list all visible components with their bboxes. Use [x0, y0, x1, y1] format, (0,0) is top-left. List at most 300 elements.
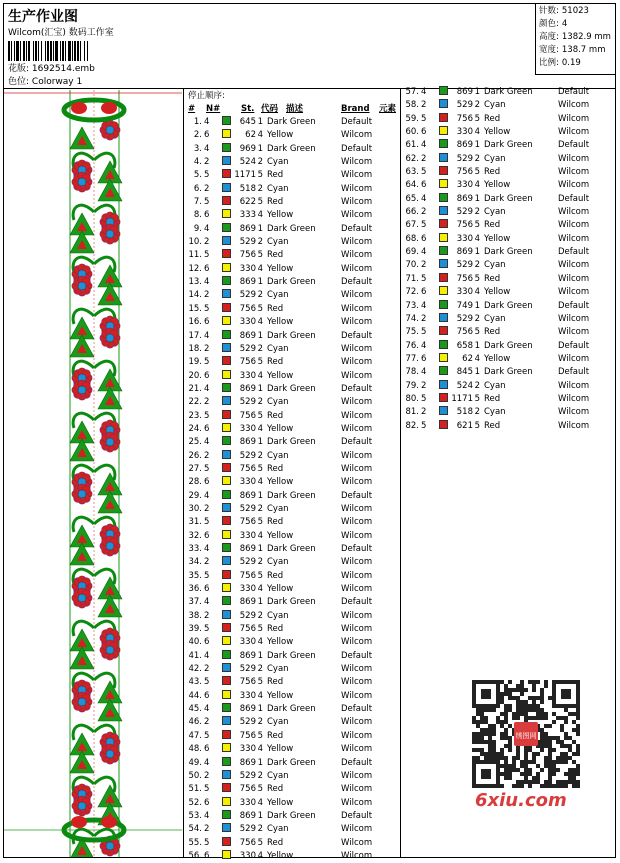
- table-cell: 5: [421, 113, 427, 124]
- table-cell: Red: [267, 303, 284, 314]
- color-swatch: [222, 837, 231, 846]
- table-cell: Default: [558, 367, 590, 378]
- table-cell: Cyan: [267, 770, 289, 781]
- table-cell: 869: [239, 810, 256, 821]
- table-cell: Yellow: [484, 233, 511, 244]
- table-cell: Wilcom: [341, 664, 373, 675]
- table-cell: 756: [456, 167, 473, 178]
- table-cell: Wilcom: [341, 397, 373, 408]
- column-header: #: [188, 104, 196, 114]
- table-cell: 1: [257, 544, 263, 554]
- table-cell: 1: [474, 87, 480, 97]
- table-row: [186, 436, 400, 449]
- table-cell: 8.: [193, 210, 202, 221]
- table-cell: 73.: [405, 300, 419, 311]
- table-row: [186, 116, 400, 129]
- table-cell: Wilcom: [558, 233, 590, 244]
- stat-label: 高度:: [539, 32, 559, 42]
- table-cell: Default: [341, 490, 373, 501]
- table-cell: 5: [204, 837, 210, 848]
- table-row: [186, 530, 400, 543]
- flower-motif: [100, 328, 120, 348]
- table-cell: Wilcom: [558, 207, 590, 218]
- table-cell: Cyan: [267, 557, 289, 568]
- table-cell: 2: [257, 183, 263, 194]
- table-cell: 4: [421, 87, 427, 97]
- table-cell: 74.: [405, 313, 419, 324]
- color-swatch: [222, 183, 231, 192]
- table-row: [403, 233, 616, 246]
- color-swatch: [222, 143, 231, 152]
- table-cell: Yellow: [484, 180, 511, 191]
- table-cell: 32.: [188, 530, 202, 541]
- table-cell: Dark Green: [267, 544, 316, 554]
- table-cell: 2: [257, 343, 263, 354]
- table-row: [186, 476, 400, 489]
- embroidery-design-preview: [4, 90, 182, 857]
- table-cell: Default: [558, 140, 590, 151]
- table-row: [186, 503, 400, 516]
- table-row: [403, 166, 616, 179]
- table-cell: 756: [239, 624, 256, 635]
- table-cell: 330: [239, 370, 256, 381]
- table-cell: Red: [484, 327, 501, 338]
- stat-row: [539, 44, 616, 57]
- table-cell: Wilcom: [558, 167, 590, 178]
- color-swatch: [439, 193, 448, 202]
- table-cell: 330: [239, 317, 256, 328]
- table-cell: 5: [257, 784, 263, 795]
- table-cell: 2: [204, 770, 210, 781]
- table-cell: Wilcom: [341, 797, 373, 808]
- table-cell: 2: [257, 290, 263, 301]
- table-cell: Wilcom: [341, 343, 373, 354]
- table-cell: 6: [204, 584, 210, 595]
- table-cell: 5: [257, 250, 263, 261]
- table-cell: Dark Green: [267, 757, 316, 768]
- table-cell: Dark Green: [484, 247, 533, 258]
- table-cell: Wilcom: [341, 250, 373, 261]
- table-cell: 6: [204, 423, 210, 434]
- table-cell: Wilcom: [341, 824, 373, 835]
- color-swatch: [439, 366, 448, 375]
- table-cell: 5: [204, 624, 210, 635]
- table-row: [186, 743, 400, 756]
- table-cell: 756: [456, 113, 473, 124]
- table-cell: 79.: [405, 380, 419, 391]
- table-cell: Red: [267, 570, 284, 581]
- table-cell: 756: [456, 273, 473, 284]
- table-cell: 6: [204, 797, 210, 808]
- table-cell: 40.: [188, 637, 202, 648]
- table-cell: 529: [239, 290, 256, 301]
- table-cell: Wilcom: [558, 313, 590, 324]
- table-cell: 2: [257, 237, 263, 248]
- table-row: [186, 249, 400, 262]
- table-cell: 2: [257, 450, 263, 461]
- stat-label: 宽度:: [539, 45, 559, 55]
- table-cell: 4: [257, 423, 263, 434]
- table-cell: 1: [257, 277, 263, 288]
- column-header: Brand: [341, 104, 370, 114]
- table-cell: 65.: [405, 193, 419, 204]
- table-cell: Dark Green: [267, 490, 316, 501]
- color-swatch: [222, 116, 231, 125]
- table-row: [186, 276, 400, 289]
- table-row: [403, 340, 616, 353]
- table-row: [186, 716, 400, 729]
- table-cell: 49.: [188, 757, 202, 768]
- table-cell: 529: [456, 260, 473, 271]
- table-cell: 756: [239, 410, 256, 421]
- table-cell: Wilcom: [341, 530, 373, 541]
- color-swatch: [222, 623, 231, 632]
- table-row: [186, 703, 400, 716]
- color-swatch: [222, 450, 231, 459]
- table-row: [403, 219, 616, 232]
- table-row: [186, 516, 400, 529]
- table-cell: Default: [341, 544, 373, 554]
- table-cell: Wilcom: [558, 113, 590, 124]
- table-cell: Wilcom: [341, 677, 373, 688]
- table-cell: Wilcom: [558, 380, 590, 391]
- stat-row: [539, 5, 616, 18]
- stat-value: 51023: [561, 6, 589, 16]
- flower-motif: [72, 692, 92, 712]
- file-name: 1692514.emb: [31, 64, 95, 74]
- table-cell: 869: [239, 650, 256, 661]
- table-cell: 62: [462, 353, 473, 364]
- stat-label: 针数:: [539, 6, 559, 16]
- color-swatch: [222, 410, 231, 419]
- table-cell: Cyan: [267, 824, 289, 835]
- table-cell: 869: [239, 757, 256, 768]
- table-row: [403, 393, 616, 406]
- table-cell: 529: [239, 717, 256, 728]
- table-cell: 4: [257, 210, 263, 221]
- table-cell: 66.: [405, 207, 419, 218]
- table-cell: Wilcom: [558, 220, 590, 231]
- table-cell: 4: [421, 247, 427, 258]
- table-cell: Wilcom: [341, 477, 373, 488]
- table-cell: 869: [239, 330, 256, 341]
- thread-table-left: [186, 90, 400, 863]
- table-cell: 5.: [193, 170, 202, 181]
- table-cell: Red: [267, 463, 284, 474]
- table-cell: 333: [239, 210, 256, 221]
- table-row: [186, 356, 400, 369]
- table-cell: 52.: [188, 797, 202, 808]
- table-cell: 5: [204, 410, 210, 421]
- table-cell: 71.: [405, 273, 419, 284]
- color-swatch: [439, 313, 448, 322]
- table-cell: 6: [204, 370, 210, 381]
- table-cell: Wilcom: [341, 357, 373, 368]
- table-cell: Wilcom: [558, 353, 590, 364]
- table-cell: 29.: [188, 490, 202, 501]
- color-swatch: [439, 166, 448, 175]
- triangle-motif: [70, 127, 94, 149]
- color-swatch: [222, 583, 231, 592]
- table-cell: 4: [421, 300, 427, 311]
- table-cell: Default: [341, 757, 373, 768]
- table-cell: 756: [239, 517, 256, 528]
- table-cell: Red: [484, 393, 501, 404]
- table-cell: Wilcom: [558, 260, 590, 271]
- table-cell: 756: [456, 327, 473, 338]
- table-cell: 2: [204, 450, 210, 461]
- table-row: [186, 556, 400, 569]
- stat-row: [539, 18, 616, 31]
- table-row: [186, 156, 400, 169]
- table-cell: Default: [341, 650, 373, 661]
- column-header: 描述: [286, 104, 304, 114]
- color-swatch: [222, 330, 231, 339]
- color-swatch: [222, 303, 231, 312]
- table-cell: 529: [239, 503, 256, 514]
- table-cell: Wilcom: [341, 517, 373, 528]
- table-row: [403, 300, 616, 313]
- table-cell: 5: [204, 463, 210, 474]
- table-cell: Red: [484, 420, 501, 431]
- table-cell: 529: [239, 343, 256, 354]
- color-swatch: [222, 810, 231, 819]
- color-swatch: [222, 690, 231, 699]
- table-cell: 2: [257, 824, 263, 835]
- table-row: [403, 420, 616, 433]
- divider: [183, 89, 184, 857]
- table-cell: 5: [257, 730, 263, 741]
- table-cell: 330: [239, 584, 256, 595]
- table-row: [186, 303, 400, 316]
- table-cell: 4: [204, 810, 210, 821]
- color-swatch: [222, 316, 231, 325]
- table-cell: 7.: [193, 197, 202, 208]
- color-swatch: [222, 383, 231, 392]
- table-cell: 5: [204, 730, 210, 741]
- stat-value: 1382.9 mm: [561, 32, 611, 42]
- table-row: [403, 126, 616, 139]
- table-cell: 6: [204, 263, 210, 274]
- divider: [400, 89, 401, 857]
- table-cell: Wilcom: [341, 610, 373, 621]
- table-cell: 5: [474, 113, 480, 124]
- table-cell: 1: [474, 193, 480, 204]
- table-cell: 1: [257, 650, 263, 661]
- table-row: [403, 246, 616, 259]
- flower-motif: [100, 744, 120, 764]
- table-row: [403, 193, 616, 206]
- table-cell: 15.: [188, 303, 202, 314]
- table-cell: Yellow: [267, 637, 294, 648]
- color-swatch: [222, 676, 231, 685]
- table-cell: Dark Green: [267, 277, 316, 288]
- table-cell: Red: [484, 220, 501, 231]
- table-cell: 50.: [188, 770, 202, 781]
- table-cell: Dark Green: [267, 437, 316, 448]
- table-cell: 1: [474, 140, 480, 151]
- table-row: [186, 330, 400, 343]
- color-swatch: [222, 463, 231, 472]
- table-cell: 5: [474, 393, 480, 404]
- color-swatch: [222, 556, 231, 565]
- table-cell: Default: [341, 223, 373, 234]
- table-cell: 2: [474, 380, 480, 391]
- color-swatch: [222, 757, 231, 766]
- color-swatch: [439, 406, 448, 415]
- table-cell: 5: [257, 463, 263, 474]
- table-cell: 756: [239, 570, 256, 581]
- table-row: [403, 326, 616, 339]
- table-row: [186, 570, 400, 583]
- table-cell: 2.: [193, 130, 202, 141]
- table-cell: 5: [421, 420, 427, 431]
- site-watermark: 6xiu.com: [475, 790, 567, 811]
- table-row: [186, 223, 400, 236]
- stat-value: 138.7 mm: [561, 45, 606, 55]
- table-row: [186, 370, 400, 383]
- flower-motif: [72, 484, 92, 504]
- table-cell: 46.: [188, 717, 202, 728]
- table-cell: 5: [421, 273, 427, 284]
- table-cell: Default: [558, 193, 590, 204]
- table-cell: Wilcom: [341, 637, 373, 648]
- table-cell: 330: [239, 530, 256, 541]
- color-swatch: [439, 340, 448, 349]
- table-cell: 5: [204, 303, 210, 314]
- table-row: [186, 596, 400, 609]
- table-cell: Red: [267, 677, 284, 688]
- table-cell: Default: [341, 810, 373, 821]
- table-cell: 60.: [405, 127, 419, 138]
- table-cell: 5: [421, 220, 427, 231]
- table-cell: 756: [239, 303, 256, 314]
- table-cell: 4: [204, 117, 210, 127]
- table-cell: 4: [204, 490, 210, 501]
- table-cell: Red: [484, 167, 501, 178]
- table-row: [186, 663, 400, 676]
- table-cell: 4: [474, 233, 480, 244]
- table-cell: 75.: [405, 327, 419, 338]
- table-cell: Default: [341, 117, 373, 127]
- colorway-name: Colorway 1: [31, 77, 83, 87]
- table-cell: Red: [267, 784, 284, 795]
- table-cell: 1: [474, 340, 480, 351]
- table-cell: Yellow: [267, 850, 294, 861]
- table-cell: Dark Green: [267, 650, 316, 661]
- table-cell: 1171: [234, 170, 256, 181]
- table-cell: Wilcom: [341, 770, 373, 781]
- table-cell: Wilcom: [341, 170, 373, 181]
- table-cell: Yellow: [267, 130, 294, 141]
- table-cell: 2: [257, 157, 263, 168]
- table-cell: Yellow: [267, 797, 294, 808]
- table-cell: 1: [257, 437, 263, 448]
- stat-value: 0.19: [561, 58, 581, 68]
- table-cell: 80.: [405, 393, 419, 404]
- color-swatch: [222, 570, 231, 579]
- table-cell: Default: [341, 277, 373, 288]
- flower-motif: [72, 172, 92, 192]
- table-cell: Yellow: [267, 584, 294, 595]
- table-cell: Wilcom: [341, 744, 373, 755]
- flower-motif: [100, 224, 120, 244]
- table-cell: 4: [474, 353, 480, 364]
- table-cell: Wilcom: [341, 197, 373, 208]
- table-cell: 4: [257, 263, 263, 274]
- table-cell: Cyan: [484, 260, 506, 271]
- table-cell: 41.: [188, 650, 202, 661]
- table-cell: 2: [204, 237, 210, 248]
- table-cell: Yellow: [267, 370, 294, 381]
- color-swatch: [222, 343, 231, 352]
- table-cell: 869: [239, 437, 256, 448]
- table-cell: Wilcom: [341, 370, 373, 381]
- color-swatch: [439, 286, 448, 295]
- table-cell: 44.: [188, 690, 202, 701]
- table-cell: Red: [267, 410, 284, 421]
- table-cell: 5: [257, 197, 263, 208]
- table-cell: 12.: [188, 263, 202, 274]
- table-cell: Red: [267, 170, 284, 181]
- table-cell: 1: [474, 367, 480, 378]
- color-swatch: [222, 636, 231, 645]
- table-cell: 969: [239, 143, 256, 154]
- table-cell: 4.: [193, 157, 202, 168]
- table-cell: 5: [257, 624, 263, 635]
- table-cell: 4: [421, 193, 427, 204]
- table-cell: 62: [245, 130, 256, 141]
- table-cell: 756: [239, 730, 256, 741]
- table-cell: Red: [484, 273, 501, 284]
- table-cell: Wilcom: [558, 393, 590, 404]
- color-swatch: [222, 476, 231, 485]
- color-swatch: [439, 233, 448, 242]
- table-row: [186, 636, 400, 649]
- table-cell: 869: [239, 277, 256, 288]
- table-cell: 2: [257, 503, 263, 514]
- table-cell: 2: [204, 290, 210, 301]
- table-cell: 4: [204, 383, 210, 394]
- table-cell: 2: [204, 824, 210, 835]
- table-cell: 4: [474, 287, 480, 298]
- table-cell: 4: [257, 370, 263, 381]
- table-cell: 59.: [405, 113, 419, 124]
- color-swatch: [222, 209, 231, 218]
- table-row: [186, 343, 400, 356]
- table-cell: 43.: [188, 677, 202, 688]
- table-cell: Wilcom: [341, 717, 373, 728]
- table-cell: 9.: [193, 223, 202, 234]
- table-row: [186, 623, 400, 636]
- flower-motif: [100, 432, 120, 452]
- stat-row: [539, 57, 616, 70]
- table-row: [186, 730, 400, 743]
- table-cell: Wilcom: [341, 237, 373, 248]
- table-cell: 330: [239, 263, 256, 274]
- table-row: [186, 543, 400, 556]
- table-cell: 22.: [188, 397, 202, 408]
- table-cell: 4: [204, 544, 210, 554]
- table-cell: 4: [204, 650, 210, 661]
- table-cell: Cyan: [267, 610, 289, 621]
- stat-label: 颜色:: [539, 19, 559, 29]
- table-cell: Wilcom: [341, 183, 373, 194]
- table-cell: 2: [421, 313, 427, 324]
- table-cell: Yellow: [267, 477, 294, 488]
- table-cell: 6: [421, 180, 427, 191]
- color-swatch: [222, 797, 231, 806]
